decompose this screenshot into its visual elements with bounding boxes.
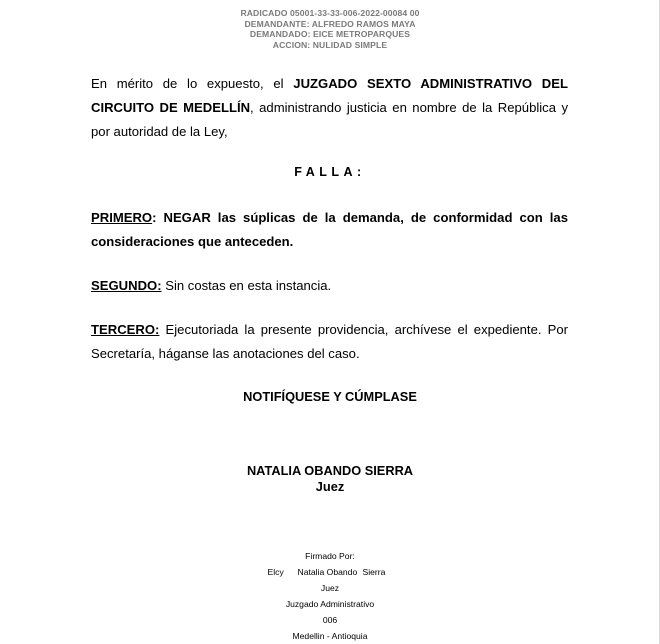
- court-name: JUZGADO SEXTO ADMINISTRATIVO DEL CIRCUITO DE MEDELLÍN: [91, 76, 568, 115]
- case-number: RADICADO 05001-33-33-006-2022-00084 00: [240, 8, 420, 18]
- signer-name: NATALIA OBANDO SIERRA: [246, 463, 414, 478]
- digital-signature-block: [0, 548, 660, 644]
- signature-role: Juez: [320, 583, 340, 593]
- signature-name-part1: Elcy: [267, 567, 284, 577]
- resolution-tercero: [91, 318, 568, 366]
- signature-name-row: [0, 564, 660, 580]
- closing-formula: NOTIFÍQUESE Y CÚMPLASE: [243, 389, 417, 404]
- segundo-label: SEGUNDO:: [91, 278, 162, 293]
- signature-name-part2: Natalia Obando: [297, 567, 358, 577]
- primero-text: : NEGAR las súplicas de la demanda, de conformidad con las consideraciones que anteceden.: [91, 210, 568, 249]
- intro-post: , administrando justicia en nombre de la República y por autoridad de la Ley,: [91, 100, 568, 139]
- signer-title: Juez: [315, 478, 345, 494]
- resolution-primero: [91, 206, 568, 254]
- signature-name-part3: Sierra: [362, 567, 386, 577]
- signature-office: Juzgado Administrativo: [285, 599, 375, 609]
- tercero-label: TERCERO:: [91, 322, 160, 337]
- plaintiff: DEMANDANTE: ALFREDO RAMOS MAYA: [244, 18, 416, 29]
- intro-pre: En mérito de lo expuesto, el: [91, 76, 294, 91]
- signature-city: Medellin - Antioquia: [292, 631, 368, 641]
- defendant: DEMANDADO: EICE METROPARQUES: [249, 29, 411, 40]
- action-type: ACCION: NULIDAD SIMPLE: [272, 39, 388, 50]
- signature-heading: Firmado Por:: [305, 551, 355, 561]
- resolution-segundo: [91, 274, 568, 298]
- signer-block: [0, 463, 660, 494]
- intro-paragraph: [91, 72, 568, 144]
- tercero-text: Ejecutoriada la presente providencia, archívese el expediente. Por Secretaría, háganse las anotaciones del caso.: [91, 322, 568, 361]
- falla-heading: FALLA:: [294, 165, 366, 179]
- primero-label: PRIMERO: [91, 210, 153, 225]
- case-header: [0, 8, 660, 50]
- signature-number: 006: [322, 615, 338, 625]
- segundo-text: Sin costas en esta instancia.: [161, 278, 332, 293]
